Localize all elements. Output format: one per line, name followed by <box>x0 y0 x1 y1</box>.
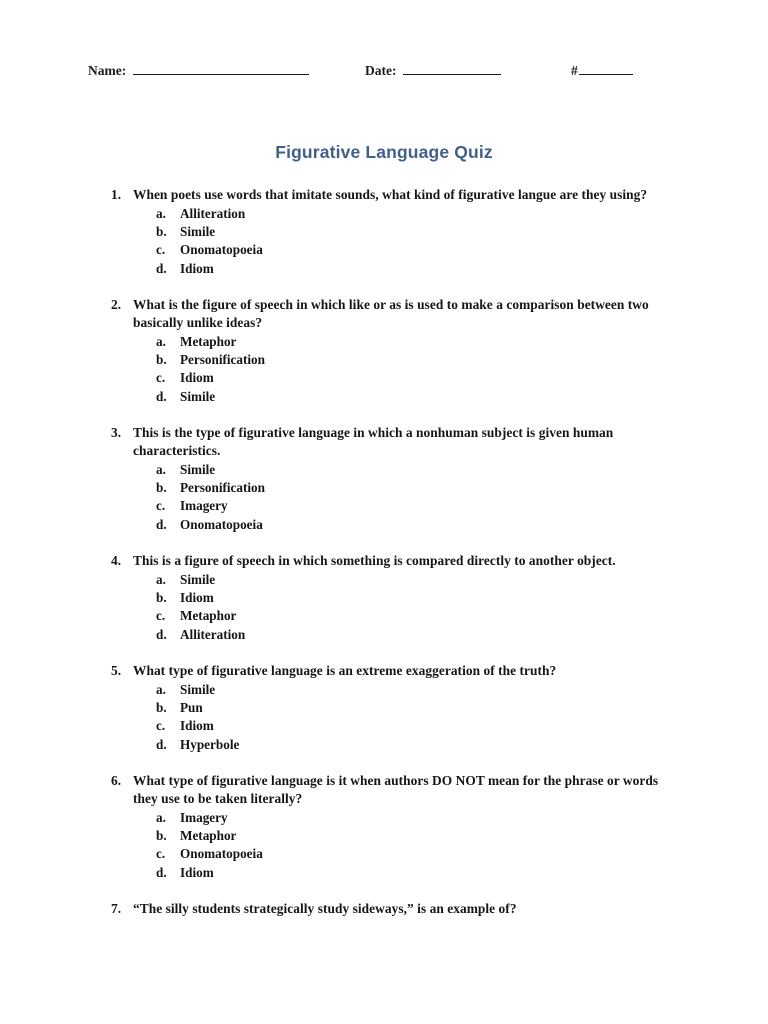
student-info-header <box>0 62 768 84</box>
answer-option-list <box>0 809 768 882</box>
answer-option[interactable] <box>0 607 768 625</box>
answer-option-letter: c. <box>156 718 166 734</box>
answer-option-label: Idiom <box>180 590 214 606</box>
question-block <box>0 900 768 918</box>
answer-option-letter: d. <box>156 260 167 276</box>
answer-option-label: Simile <box>180 388 216 404</box>
answer-option[interactable] <box>0 497 768 515</box>
answer-option-label: Idiom <box>180 370 214 386</box>
answer-option[interactable] <box>0 260 768 278</box>
number-field[interactable] <box>571 62 633 79</box>
answer-option-label: Hyperbole <box>180 736 240 752</box>
answer-option-label: Simile <box>180 224 216 239</box>
question-block <box>0 186 768 278</box>
answer-option-letter: d. <box>156 864 167 880</box>
answer-option[interactable] <box>0 516 768 534</box>
question-number: 4. <box>111 553 122 569</box>
question-number: 5. <box>111 662 122 678</box>
question-number: 3. <box>111 424 122 440</box>
answer-option-list <box>0 571 768 644</box>
answer-option[interactable] <box>0 223 768 241</box>
answer-option-letter: b. <box>156 699 167 715</box>
answer-option[interactable] <box>0 845 768 863</box>
date-blank-line[interactable] <box>403 62 501 75</box>
answer-option-letter: b. <box>156 828 167 844</box>
answer-option[interactable] <box>0 241 768 259</box>
answer-option-list <box>0 461 768 534</box>
answer-option-label: Personification <box>180 480 265 496</box>
answer-option[interactable] <box>0 864 768 882</box>
question-text: When poets use words that imitate sounds, what kind of figurative langue are they using? 1. <box>0 186 768 204</box>
name-field[interactable] <box>88 62 309 79</box>
answer-option[interactable] <box>0 589 768 607</box>
question-block <box>0 552 768 644</box>
question-text: What type of figurative language is an extreme exaggeration of the truth? 5. <box>0 662 768 680</box>
answer-option-letter: a. <box>156 809 166 825</box>
date-field[interactable] <box>365 62 501 79</box>
answer-option-label: Simile <box>180 571 216 587</box>
question-text: This is a figure of speech in which something is compared directly to another object. 4. <box>0 552 768 570</box>
answer-option-letter: b. <box>156 224 167 239</box>
answer-option-letter: c. <box>156 242 166 258</box>
question-block <box>0 424 768 534</box>
question-text: What type of figurative language is it when authors DO NOT mean for the phrase or words they use to be taken literally? 6. <box>111 772 659 807</box>
question-block <box>0 662 768 754</box>
answer-option-label: Metaphor <box>180 608 237 624</box>
answer-option-label: Idiom <box>180 718 214 734</box>
answer-option-letter: d. <box>156 626 167 642</box>
answer-option-label: Idiom <box>180 260 214 276</box>
answer-option[interactable] <box>0 333 768 351</box>
answer-option-letter: a. <box>156 461 166 477</box>
answer-option[interactable] <box>0 736 768 754</box>
answer-option-letter: a. <box>156 205 166 221</box>
answer-option-label: Personification <box>180 352 265 368</box>
answer-option-letter: d. <box>156 388 167 404</box>
answer-option-label: Metaphor <box>180 333 237 349</box>
question-list <box>0 186 768 936</box>
question-block <box>0 772 768 882</box>
answer-option[interactable] <box>0 827 768 845</box>
number-blank-line[interactable] <box>579 62 633 75</box>
answer-option-letter: c. <box>156 846 166 862</box>
answer-option-letter: c. <box>156 498 166 514</box>
answer-option[interactable] <box>0 205 768 223</box>
answer-option[interactable] <box>0 351 768 369</box>
question-text: This is the type of figurative language in which a nonhuman subject is given human characteristics. 3. <box>111 424 614 459</box>
answer-option-label: Onomatopoeia <box>180 846 263 862</box>
answer-option-letter: b. <box>156 480 167 496</box>
question-text: What is the figure of speech in which like or as is used to make a comparison between two basically unlike ideas? 2. <box>111 296 649 331</box>
answer-option-letter: d. <box>156 516 167 532</box>
answer-option-label: Simile <box>180 461 216 477</box>
answer-option-label: Onomatopoeia <box>180 516 263 532</box>
question-text: “The silly students strategically study sideways,” is an example of? 7. <box>0 900 768 918</box>
answer-option-label: Simile <box>180 681 216 697</box>
answer-option-letter: a. <box>156 333 166 349</box>
answer-option-label: Imagery <box>180 809 228 825</box>
date-label: Date: <box>365 63 397 78</box>
name-blank-line[interactable] <box>133 62 309 75</box>
name-label: Name: <box>88 63 127 78</box>
answer-option-label: Imagery <box>180 498 228 514</box>
answer-option-letter: a. <box>156 571 166 587</box>
answer-option-label: Onomatopoeia <box>180 242 263 258</box>
answer-option[interactable] <box>0 681 768 699</box>
answer-option[interactable] <box>0 461 768 479</box>
answer-option[interactable] <box>0 388 768 406</box>
answer-option-label: Alliteration <box>180 205 246 221</box>
answer-option-list <box>0 333 768 406</box>
answer-option-letter: c. <box>156 370 166 386</box>
answer-option-label: Metaphor <box>180 828 237 844</box>
answer-option-label: Pun <box>180 699 203 715</box>
answer-option-letter: a. <box>156 681 166 697</box>
answer-option-letter: c. <box>156 608 166 624</box>
question-number: 2. <box>111 296 122 312</box>
answer-option[interactable] <box>0 699 768 717</box>
answer-option-letter: d. <box>156 736 167 752</box>
answer-option-list <box>0 205 768 278</box>
answer-option-letter: b. <box>156 590 167 606</box>
question-number: 7. <box>111 900 122 916</box>
answer-option-label: Idiom <box>180 864 214 880</box>
answer-option[interactable] <box>0 369 768 387</box>
answer-option[interactable] <box>0 479 768 497</box>
answer-option[interactable] <box>0 626 768 644</box>
question-block <box>0 296 768 406</box>
answer-option-label: Alliteration <box>180 626 246 642</box>
question-number: 6. <box>111 772 122 788</box>
answer-option-list <box>0 681 768 754</box>
page-title: Figurative Language Quiz <box>275 142 493 162</box>
answer-option[interactable] <box>0 809 768 827</box>
answer-option-letter: b. <box>156 352 167 368</box>
answer-option[interactable] <box>0 717 768 735</box>
question-number: 1. <box>111 187 122 202</box>
number-label: # <box>571 63 578 78</box>
answer-option[interactable] <box>0 571 768 589</box>
